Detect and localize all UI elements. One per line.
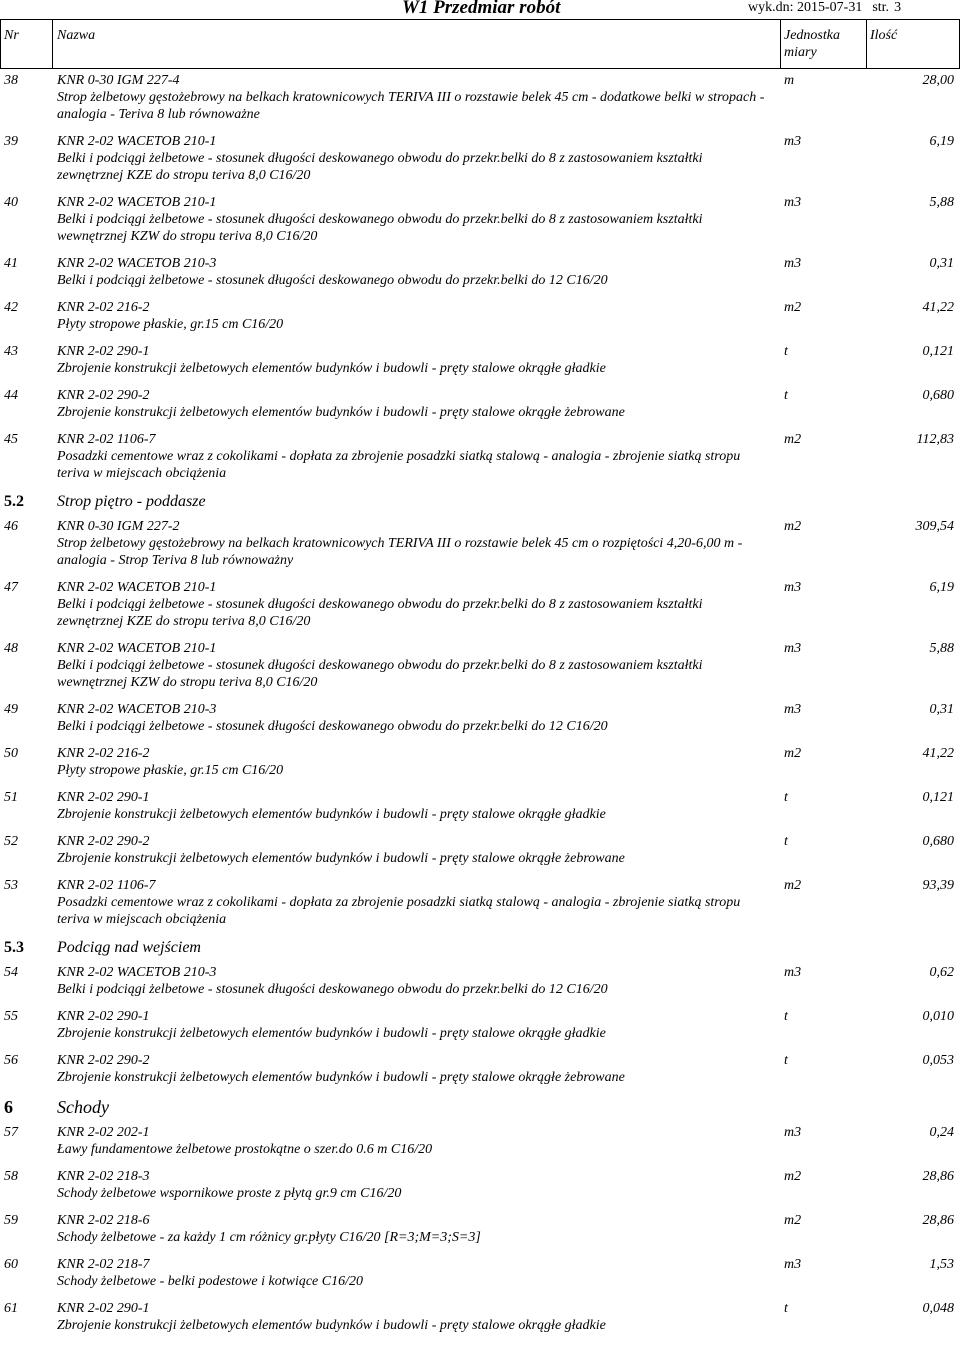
item-number: 42 bbox=[4, 300, 18, 315]
item-code: KNR 2-02 WACETOB 210-3 bbox=[57, 256, 217, 271]
item-code: KNR 2-02 290-2 bbox=[57, 388, 150, 403]
table-row bbox=[0, 72, 960, 123]
item-unit: t bbox=[784, 1053, 788, 1068]
item-quantity: 6,19 bbox=[929, 134, 954, 149]
item-code: KNR 2-02 WACETOB 210-1 bbox=[57, 134, 217, 149]
item-body bbox=[57, 343, 769, 377]
item-number: 48 bbox=[4, 641, 18, 656]
document-meta bbox=[748, 0, 901, 16]
column-header-unit-line1: Jednostka bbox=[784, 28, 840, 43]
header-bottom-rule bbox=[0, 68, 960, 69]
item-code: KNR 2-02 290-2 bbox=[57, 834, 150, 849]
item-body bbox=[57, 789, 769, 823]
item-body bbox=[57, 194, 769, 245]
item-code: KNR 2-02 WACETOB 210-1 bbox=[57, 641, 217, 656]
header-divider-name bbox=[780, 19, 781, 69]
item-number: 43 bbox=[4, 344, 18, 359]
table-row bbox=[0, 431, 960, 482]
item-code: KNR 2-02 290-1 bbox=[57, 1301, 150, 1316]
item-unit: m3 bbox=[784, 702, 802, 717]
item-quantity: 0,31 bbox=[929, 256, 954, 271]
item-unit: t bbox=[784, 1301, 788, 1316]
table-row bbox=[0, 833, 960, 867]
item-unit: t bbox=[784, 790, 788, 805]
item-body bbox=[57, 1124, 769, 1158]
item-code: KNR 2-02 216-2 bbox=[57, 300, 150, 315]
item-quantity: 41,22 bbox=[922, 300, 954, 315]
table-row bbox=[0, 579, 960, 630]
item-code: KNR 2-02 218-3 bbox=[57, 1169, 150, 1184]
item-code: KNR 2-02 218-7 bbox=[57, 1257, 150, 1272]
table-row bbox=[0, 1052, 960, 1086]
item-description: Ławy fundamentowe żelbetowe prostokątne o szer.do 0.6 m C16/20 bbox=[57, 1142, 433, 1157]
item-description: Zbrojenie konstrukcji żelbetowych elementów budynków i budowli - pręty stalowe okrągłe żebrowane bbox=[57, 851, 625, 866]
item-code: KNR 2-02 WACETOB 210-3 bbox=[57, 965, 217, 980]
table-row bbox=[0, 1124, 960, 1158]
item-code: KNR 2-02 290-1 bbox=[57, 790, 150, 805]
item-code: KNR 2-02 216-2 bbox=[57, 746, 150, 761]
item-body bbox=[57, 877, 769, 928]
item-unit: m3 bbox=[784, 965, 802, 980]
table-row bbox=[0, 255, 960, 289]
column-header-unit bbox=[784, 27, 840, 61]
item-number: 52 bbox=[4, 834, 18, 849]
item-code: KNR 0-30 IGM 227-4 bbox=[57, 73, 180, 88]
item-number: 38 bbox=[4, 73, 18, 88]
item-number: 56 bbox=[4, 1053, 18, 1068]
item-description: Schody żelbetowe - belki podestowe i kotwiące C16/20 bbox=[57, 1274, 363, 1289]
item-quantity: 0,62 bbox=[929, 965, 954, 980]
table-row bbox=[0, 299, 960, 333]
item-description: Belki i podciągi żelbetowe - stosunek długości deskowanego obwodu do przekr.belki do 12 C16/20 bbox=[57, 273, 608, 288]
item-unit: m2 bbox=[784, 300, 802, 315]
item-number: 46 bbox=[4, 519, 18, 534]
item-description: Belki i podciągi żelbetowe - stosunek długości deskowanego obwodu do przekr.belki do 8 z zastosowaniem kształtki wewnętrznej KZW do stropu teriva 8,0 C16/20 bbox=[57, 658, 703, 690]
item-code: KNR 2-02 WACETOB 210-1 bbox=[57, 580, 217, 595]
item-unit: m2 bbox=[784, 878, 802, 893]
item-unit: t bbox=[784, 388, 788, 403]
item-unit: t bbox=[784, 344, 788, 359]
section-title: Podciąg nad wejściem bbox=[57, 939, 201, 956]
item-description: Belki i podciągi żelbetowe - stosunek długości deskowanego obwodu do przekr.belki do 8 z zastosowaniem kształtki wewnętrznej KZW do stropu teriva 8,0 C16/20 bbox=[57, 212, 703, 244]
header-left-border bbox=[0, 19, 1, 69]
item-body bbox=[57, 964, 769, 998]
table-row bbox=[0, 1008, 960, 1042]
item-unit: t bbox=[784, 834, 788, 849]
item-unit: m2 bbox=[784, 432, 802, 447]
item-description: Schody żelbetowe - za każdy 1 cm różnicy gr.płyty C16/20 [R=3;M=3;S=3] bbox=[57, 1230, 481, 1245]
item-description: Płyty stropowe płaskie, gr.15 cm C16/20 bbox=[57, 317, 284, 332]
item-quantity: 5,88 bbox=[929, 195, 954, 210]
item-number: 40 bbox=[4, 195, 18, 210]
item-list bbox=[0, 72, 960, 1344]
item-description: Zbrojenie konstrukcji żelbetowych elementów budynków i budowli - pręty stalowe okrągłe gładkie bbox=[57, 807, 606, 822]
item-body bbox=[57, 1008, 769, 1042]
item-unit: m3 bbox=[784, 580, 802, 595]
item-body bbox=[57, 255, 769, 289]
item-description: Posadzki cementowe wraz z cokolikami - dopłata za zbrojenie posadzki siatką stalową - analogia - zbrojenie siatką stropu teriva w miejscach obciążenia bbox=[57, 449, 741, 481]
item-number: 45 bbox=[4, 432, 18, 447]
item-quantity: 0,010 bbox=[922, 1009, 954, 1024]
item-unit: m3 bbox=[784, 256, 802, 271]
item-quantity: 6,19 bbox=[929, 580, 954, 595]
item-unit: m3 bbox=[784, 641, 802, 656]
item-body bbox=[57, 518, 769, 569]
item-unit: m3 bbox=[784, 195, 802, 210]
item-body bbox=[57, 1212, 769, 1246]
item-code: KNR 2-02 290-2 bbox=[57, 1053, 150, 1068]
item-code: KNR 2-02 202-1 bbox=[57, 1125, 150, 1140]
item-description: Zbrojenie konstrukcji żelbetowych elementów budynków i budowli - pręty stalowe okrągłe żebrowane bbox=[57, 405, 625, 420]
item-body bbox=[57, 1052, 769, 1086]
item-number: 61 bbox=[4, 1301, 18, 1316]
item-unit: t bbox=[784, 1009, 788, 1024]
item-code: KNR 2-02 1106-7 bbox=[57, 432, 156, 447]
item-description: Belki i podciągi żelbetowe - stosunek długości deskowanego obwodu do przekr.belki do 8 z zastosowaniem kształtki zewnętrznej KZE do stropu teriva 8,0 C16/20 bbox=[57, 597, 703, 629]
item-body bbox=[57, 431, 769, 482]
item-body bbox=[57, 299, 769, 333]
table-row bbox=[0, 133, 960, 184]
item-description: Zbrojenie konstrukcji żelbetowych elementów budynków i budowli - pręty stalowe okrągłe gładkie bbox=[57, 1318, 606, 1333]
item-code: KNR 2-02 290-1 bbox=[57, 1009, 150, 1024]
item-quantity: 28,00 bbox=[922, 73, 954, 88]
table-row bbox=[0, 701, 960, 735]
item-number: 53 bbox=[4, 878, 18, 893]
item-description: Belki i podciągi żelbetowe - stosunek długości deskowanego obwodu do przekr.belki do 8 z zastosowaniem kształtki zewnętrznej KZE do stropu teriva 8,0 C16/20 bbox=[57, 151, 703, 183]
item-quantity: 93,39 bbox=[922, 878, 954, 893]
item-number: 50 bbox=[4, 746, 18, 761]
item-quantity: 28,86 bbox=[922, 1169, 954, 1184]
item-number: 47 bbox=[4, 580, 18, 595]
header-top-rule bbox=[0, 19, 960, 20]
item-number: 55 bbox=[4, 1009, 18, 1024]
item-code: KNR 2-02 290-1 bbox=[57, 344, 150, 359]
item-unit: m2 bbox=[784, 1213, 802, 1228]
date-label: wyk.dn: 2015-07-31 bbox=[748, 0, 863, 15]
item-number: 54 bbox=[4, 965, 18, 980]
item-body bbox=[57, 1168, 769, 1202]
item-quantity: 0,053 bbox=[922, 1053, 954, 1068]
item-description: Schody żelbetowe wspornikowe proste z płytą gr.9 cm C16/20 bbox=[57, 1186, 402, 1201]
section-number: 6 bbox=[4, 1097, 13, 1117]
table-row bbox=[0, 518, 960, 569]
item-number: 51 bbox=[4, 790, 18, 805]
header-divider-nr bbox=[52, 19, 53, 69]
table-row bbox=[0, 745, 960, 779]
table-row bbox=[0, 387, 960, 421]
item-quantity: 5,88 bbox=[929, 641, 954, 656]
item-unit: m2 bbox=[784, 519, 802, 534]
item-quantity: 0,121 bbox=[922, 790, 954, 805]
item-code: KNR 0-30 IGM 227-2 bbox=[57, 519, 180, 534]
item-body bbox=[57, 579, 769, 630]
item-unit: m3 bbox=[784, 134, 802, 149]
item-code: KNR 2-02 WACETOB 210-3 bbox=[57, 702, 217, 717]
column-header-nr: Nr bbox=[4, 28, 19, 43]
item-number: 49 bbox=[4, 702, 18, 717]
item-body bbox=[57, 1256, 769, 1290]
item-quantity: 112,83 bbox=[916, 432, 954, 447]
section-heading bbox=[0, 492, 960, 512]
item-description: Belki i podciągi żelbetowe - stosunek długości deskowanego obwodu do przekr.belki do 12 C16/20 bbox=[57, 719, 608, 734]
item-description: Strop żelbetowy gęstożebrowy na belkach kratownicowych TERIVA III o rozstawie belek 45 cm - dodatkowe belki w stropach - analogia - Teriva 8 lub równoważne bbox=[57, 90, 765, 122]
table-row bbox=[0, 194, 960, 245]
item-number: 44 bbox=[4, 388, 18, 403]
section-title: Schody bbox=[57, 1097, 109, 1117]
table-row bbox=[0, 343, 960, 377]
table-row bbox=[0, 1168, 960, 1202]
section-number: 5.3 bbox=[4, 939, 24, 956]
item-code: KNR 2-02 WACETOB 210-1 bbox=[57, 195, 217, 210]
table-row bbox=[0, 964, 960, 998]
item-body bbox=[57, 1300, 769, 1334]
item-number: 58 bbox=[4, 1169, 18, 1184]
item-code: KNR 2-02 218-6 bbox=[57, 1213, 150, 1228]
document-title: W1 Przedmiar robót bbox=[402, 0, 561, 18]
item-number: 41 bbox=[4, 256, 18, 271]
item-body bbox=[57, 833, 769, 867]
item-description: Zbrojenie konstrukcji żelbetowych elementów budynków i budowli - pręty stalowe okrągłe gładkie bbox=[57, 1026, 606, 1041]
item-number: 60 bbox=[4, 1257, 18, 1272]
table-row bbox=[0, 1256, 960, 1290]
item-description: Strop żelbetowy gęstożebrowy na belkach kratownicowych TERIVA III o rozstawie belek 45 cm o rozpiętości 4,20-6,00 m - analogia - Strop Teriva 8 lub równoważny bbox=[57, 536, 743, 568]
item-quantity: 0,24 bbox=[929, 1125, 954, 1140]
item-unit: m bbox=[784, 73, 795, 88]
table-row bbox=[0, 640, 960, 691]
column-header-unit-line2: miary bbox=[784, 45, 817, 60]
column-header-qty: Ilość bbox=[870, 28, 898, 43]
table-row bbox=[0, 1212, 960, 1246]
item-description: Zbrojenie konstrukcji żelbetowych elementów budynków i budowli - pręty stalowe okrągłe gładkie bbox=[57, 361, 606, 376]
section-title: Strop piętro - poddasze bbox=[57, 493, 206, 510]
item-quantity: 0,048 bbox=[922, 1301, 954, 1316]
table-row bbox=[0, 1300, 960, 1334]
item-quantity: 1,53 bbox=[929, 1257, 954, 1272]
item-body bbox=[57, 640, 769, 691]
item-description: Posadzki cementowe wraz z cokolikami - dopłata za zbrojenie posadzki siatką stalową - analogia - zbrojenie siatką stropu teriva w miejscach obciążenia bbox=[57, 895, 741, 927]
table-row bbox=[0, 877, 960, 928]
item-code: KNR 2-02 1106-7 bbox=[57, 878, 156, 893]
item-body bbox=[57, 72, 769, 123]
item-unit: m2 bbox=[784, 746, 802, 761]
page-label: str. bbox=[872, 0, 890, 15]
item-quantity: 0,121 bbox=[922, 344, 954, 359]
item-quantity: 0,31 bbox=[929, 702, 954, 717]
item-body bbox=[57, 701, 769, 735]
item-unit: m3 bbox=[784, 1257, 802, 1272]
item-number: 39 bbox=[4, 134, 18, 149]
page-number: 3 bbox=[894, 0, 902, 15]
column-header-name: Nazwa bbox=[57, 28, 96, 43]
header-divider-unit bbox=[866, 19, 867, 69]
item-quantity: 0,680 bbox=[922, 834, 954, 849]
item-unit: m3 bbox=[784, 1125, 802, 1140]
item-quantity: 0,680 bbox=[922, 388, 954, 403]
item-quantity: 28,86 bbox=[922, 1213, 954, 1228]
item-number: 57 bbox=[4, 1125, 18, 1140]
item-body bbox=[57, 133, 769, 184]
item-quantity: 309,54 bbox=[915, 519, 954, 534]
item-description: Zbrojenie konstrukcji żelbetowych elementów budynków i budowli - pręty stalowe okrągłe żebrowane bbox=[57, 1070, 625, 1085]
section-heading bbox=[0, 1096, 960, 1118]
item-body bbox=[57, 387, 769, 421]
item-body bbox=[57, 745, 769, 779]
table-row bbox=[0, 789, 960, 823]
section-number: 5.2 bbox=[4, 493, 24, 510]
item-number: 59 bbox=[4, 1213, 18, 1228]
item-quantity: 41,22 bbox=[922, 746, 954, 761]
item-unit: m2 bbox=[784, 1169, 802, 1184]
section-heading bbox=[0, 938, 960, 958]
item-description: Belki i podciągi żelbetowe - stosunek długości deskowanego obwodu do przekr.belki do 12 C16/20 bbox=[57, 982, 608, 997]
item-description: Płyty stropowe płaskie, gr.15 cm C16/20 bbox=[57, 763, 284, 778]
